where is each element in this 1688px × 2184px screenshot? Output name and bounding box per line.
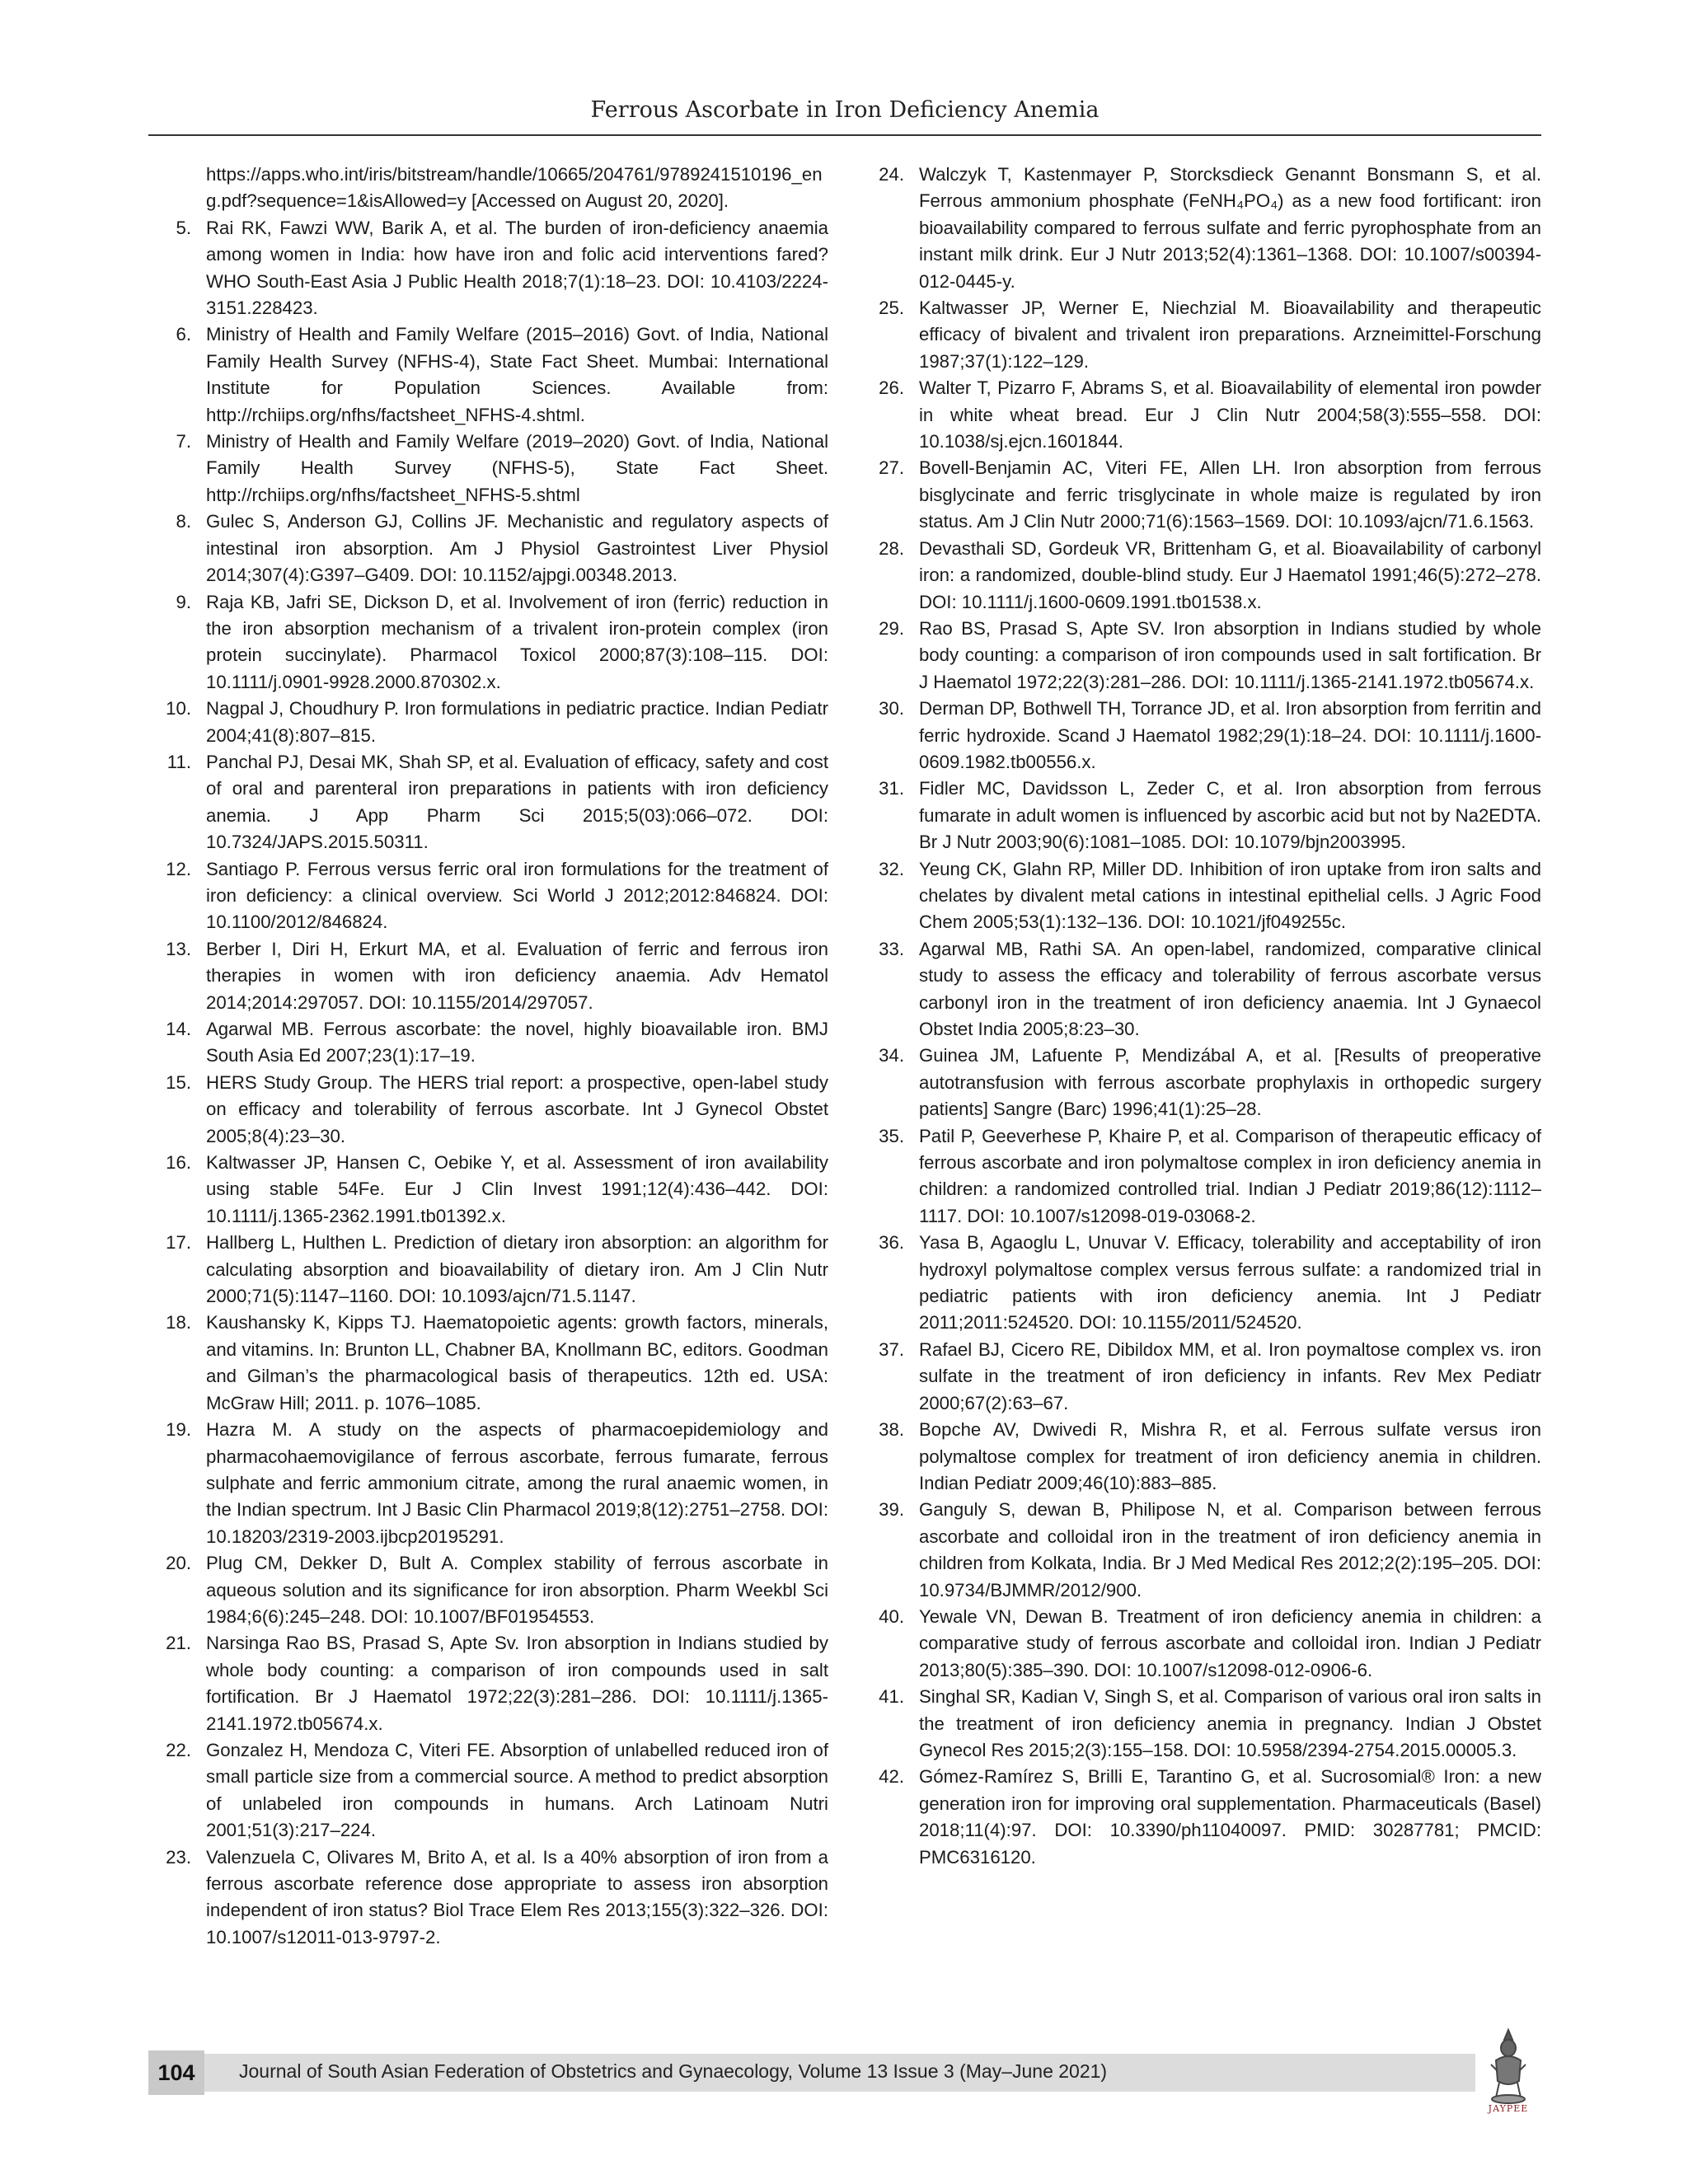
reference-text: Santiago P. Ferrous versus ferric oral iron formulations for the treatment of iron deficiency: a clinical overview. Sci World J 2012;2012:846824. DOI: 10.1100/2012/846824.: [206, 858, 828, 933]
reference-item: [861, 455, 1541, 535]
reference-number: 36.: [879, 1232, 904, 1254]
reference-number: 12.: [166, 858, 191, 879]
reference-number: 23.: [166, 1846, 191, 1868]
reference-number: 17.: [166, 1232, 191, 1254]
reference-number: 42.: [879, 1766, 904, 1788]
reference-text: Valenzuela C, Olivares M, Brito A, et al. Is a 40% absorption of iron from a ferrous ascorbate reference dose appropriate to assess iron absorption independent of iron status? Biol Trace Elem Res 2013;155(3):322–326. DOI: 10.1007/s12011-013-9797-2.: [206, 1846, 828, 1947]
reference-item: [861, 936, 1541, 1043]
reference-item: [148, 1070, 828, 1150]
reference-item: [148, 749, 828, 856]
references-column-left: [148, 162, 828, 1951]
page-number: 104: [148, 2050, 204, 2095]
reference-item: [861, 616, 1541, 696]
reference-number: 33.: [879, 938, 904, 959]
reference-text: Agarwal MB, Rathi SA. An open-label, randomized, comparative clinical study to assess the efficacy and tolerability of ferrous ascorbate versus carbonyl iron in the treatment of iron deficiency anaemia. Int J Gynaecol Obstet India 2005;8:23–30.: [919, 938, 1541, 1039]
reference-item: [861, 295, 1541, 375]
reference-text: HERS Study Group. The HERS trial report: a prospective, open-label study on efficacy and tolerability of ferrous ascorbate. Int J Gynecol Obstet 2005;8(4):23–30.: [206, 1071, 828, 1146]
reference-item: [148, 1150, 828, 1230]
reference-text: Derman DP, Bothwell TH, Torrance JD, et al. Iron absorption from ferritin and ferric hydroxide. Scand J Haematol 1982;29(1):18–24. DOI: 10.1111/j.1600-0609.1982.tb00556.x.: [919, 698, 1541, 772]
reference-item: [861, 1337, 1541, 1417]
reference-item: [148, 1550, 828, 1630]
reference-number: 14.: [166, 1019, 191, 1039]
reference-number: 21.: [166, 1633, 191, 1654]
reference-text: Yasa B, Agaoglu L, Unuvar V. Efficacy, tolerability and acceptability of iron hydroxyl polymaltose complex versus ferrous sulfate: a randomized trial in pediatric patients with iron deficiency anemia. Int J Pediatr 2011;2011:524520. DOI: 10.1155/2011/524520.: [919, 1232, 1541, 1333]
reference-number: 40.: [879, 1605, 904, 1627]
reference-item: [148, 429, 828, 509]
reference-item: [148, 589, 828, 696]
jaypee-logo-icon: [1479, 2023, 1537, 2114]
reference-item: [861, 696, 1541, 776]
reference-text: Ministry of Health and Family Welfare (2019–2020) Govt. of India, National Family Health Survey (NFHS-5), State Fact Sheet. http://rchiips.org/nfhs/factsheet_NFHS-5.shtml: [206, 431, 828, 505]
reference-number: 22.: [166, 1739, 191, 1760]
reference-number: 20.: [166, 1553, 191, 1574]
reference-item: [861, 1417, 1541, 1497]
reference-number: 19.: [166, 1419, 191, 1441]
reference-text: Fidler MC, Davidsson L, Zeder C, et al. Iron absorption from ferrous fumarate in adult women is influenced by ascorbic acid but not by Na2EDTA. Br J Nutr 2003;90(6):1081–1085. DOI: 10.1079/bjn2003995.: [919, 778, 1541, 853]
reference-text: Ganguly S, dewan B, Philipose N, et al. Comparison between ferrous ascorbate and colloidal iron in the treatment of iron deficiency anemia in children from Kolkata, India. Br J Med Medical Res 2012;2(2):195–205. DOI: 10.9734/BJMMR/2012/900.: [919, 1499, 1541, 1601]
reference-item: [861, 1123, 1541, 1230]
reference-item: [861, 856, 1541, 936]
reference-text: Kaushansky K, Kipps TJ. Haematopoietic agents: growth factors, minerals, and vitamins. In: Brunton LL, Chabner BA, Knollmann BC, editors. Goodman and Gilman’s the pharmacological basis of therapeutics. 12th ed. USA: McGraw Hill; 2011. p. 1076–1085.: [206, 1312, 828, 1413]
reference-text: Walczyk T, Kastenmayer P, Storcksdieck Genannt Bonsmann S, et al. Ferrous ammonium phosphate (FeNH₄PO₄) as a new food fortificant: iron bioavailability compared to ferrous sulfate and ferric pyrophosphate from an instant milk drink. Eur J Nutr 2013;52(4):1361–1368. DOI: 10.1007/s00394-012-0445-y.: [919, 164, 1541, 292]
reference-text: Ministry of Health and Family Welfare (2015–2016) Govt. of India, National Family Health Survey (NFHS-4), State Fact Sheet. Mumbai: International Institute for Population Sciences. Available from: http://rchiips.org/nfhs/factsheet_NFHS-4.shtml.: [206, 324, 828, 425]
reference-number: 7.: [176, 431, 191, 452]
reference-text: Yeung CK, Glahn RP, Miller DD. Inhibition of iron uptake from iron salts and chelates by divalent metal cations in intestinal epithelial cells. J Agric Food Chem 2005;53(1):132–136. DOI: 10.1021/jf049255c.: [919, 858, 1541, 933]
reference-number: 13.: [166, 938, 191, 959]
reference-item: [861, 1230, 1541, 1337]
reference-text: Berber I, Diri H, Erkurt MA, et al. Evaluation of ferric and ferrous iron therapies in women with iron deficiency anaemia. Adv Hematol 2014;2014:297057. DOI: 10.1155/2014/297057.: [206, 938, 828, 1013]
reference-item: [148, 1016, 828, 1070]
reference-text: Hallberg L, Hulthen L. Prediction of dietary iron absorption: an algorithm for calculating absorption and bioavailability of dietary iron. Am J Clin Nutr 2000;71(5):1147–1160. DOI: 10.1093/ajcn/71.5.1147.: [206, 1232, 828, 1307]
reference-text: Bovell-Benjamin AC, Viteri FE, Allen LH. Iron absorption from ferrous bisglycinate and ferric trisglycinate in whole maize is regulated by iron status. Am J Clin Nutr 2000;71(6):1563–1569. DOI: 10.1093/ajcn/71.6.1563.: [919, 457, 1541, 532]
reference-number: 25.: [879, 298, 904, 319]
reference-item: [148, 1417, 828, 1550]
reference-item: [148, 1230, 828, 1310]
reference-text: Devasthali SD, Gordeuk VR, Brittenham G, et al. Bioavailability of carbonyl iron: a randomized, double-blind study. Eur J Haematol 1991;46(5):272–278. DOI: 10.1111/j.1600-0609.1991.tb01538.x.: [919, 537, 1541, 612]
reference-number: 29.: [879, 617, 904, 639]
reference-text: Narsinga Rao BS, Prasad S, Apte Sv. Iron absorption in Indians studied by whole body counting: a comparison of iron compounds used in salt fortification. Br J Haematol 1972;22(3):281–286. DOI: 10.1111/j.1365-2141.1972.tb05674.x.: [206, 1633, 828, 1734]
reference-item: [148, 1630, 828, 1737]
reference-text: Gonzalez H, Mendoza C, Viteri FE. Absorption of unlabelled reduced iron of small particle size from a commercial source. A method to predict absorption of unlabeled iron compounds in humans. Arch Latinoam Nutri 2001;51(3):217–224.: [206, 1739, 828, 1841]
reference-number: 37.: [879, 1338, 904, 1360]
reference-text: Panchal PJ, Desai MK, Shah SP, et al. Evaluation of efficacy, safety and cost of oral and parenteral iron preparations in patients with iron deficiency anemia. J App Pharm Sci 2015;5(03):066–072. DOI: 10.7324/JAPS.2015.50311.: [206, 751, 828, 853]
reference-item: [148, 936, 828, 1016]
reference-item: [148, 321, 828, 429]
reference-text: Plug CM, Dekker D, Bult A. Complex stability of ferrous ascorbate in aqueous solution and its significance for iron absorption. Pharm Weekbl Sci 1984;6(6):245–248. DOI: 10.1007/BF01954553.: [206, 1553, 828, 1627]
reference-text: Nagpal J, Choudhury P. Iron formulations in pediatric practice. Indian Pediatr 2004;41(8):807–815.: [206, 698, 828, 746]
reference-text: Kaltwasser JP, Werner E, Niechzial M. Bioavailability and therapeutic efficacy of bivalent and trivalent iron preparations. Arzneimittel-Forschung 1987;37(1):122–129.: [919, 298, 1541, 372]
reference-number: 15.: [166, 1071, 191, 1093]
reference-text: Hazra M. A study on the aspects of pharmacoepidemiology and pharmacohaemovigilance of ferrous ascorbate, ferrous fumarate, ferrous sulphate and ferric ammonium citrate, among the rural anaemic women, in the Indian spectrum. Int J Basic Clin Pharmacol 2019;8(12):2751–2758. DOI: 10.18203/2319-2003.ijbcp20195291.: [206, 1419, 828, 1547]
reference-item: [861, 1764, 1541, 1871]
reference-number: 26.: [879, 377, 904, 399]
reference-number: 39.: [879, 1499, 904, 1521]
reference-item: [148, 162, 828, 215]
reference-text: Rai RK, Fawzi WW, Barik A, et al. The burden of iron-deficiency anaemia among women in India: how have iron and folic acid interventions fared? WHO South-East Asia J Public Health 2018;7(1):18–23. DOI: 10.4103/2224-3151.228423.: [206, 217, 828, 319]
reference-text: Kaltwasser JP, Hansen C, Oebike Y, et al. Assessment of iron availability using stable 54Fe. Eur J Clin Invest 1991;12(4):436–442. DOI: 10.1111/j.1365-2362.1991.tb01392.x.: [206, 1152, 828, 1226]
running-header: Ferrous Ascorbate in Iron Deficiency Anemia: [590, 97, 1100, 123]
reference-text: Singhal SR, Kadian V, Singh S, et al. Comparison of various oral iron salts in the treatment of iron deficiency anemia in pregnancy. Indian J Obstet Gynecol Res 2015;2(3):155–158. DOI: 10.5958/2394-2754.2015.00005.3.: [919, 1686, 1541, 1760]
reference-item: [861, 1497, 1541, 1604]
reference-number: 32.: [879, 858, 904, 879]
journal-citation: Journal of South Asian Federation of Obstetrics and Gynaecology, Volume 13 Issue 3 (May–June 2021): [239, 2060, 1108, 2082]
reference-number: 18.: [166, 1312, 191, 1333]
reference-item: [861, 375, 1541, 455]
reference-number: 38.: [879, 1419, 904, 1441]
publisher-logo-text: JAYPEE: [1488, 2103, 1529, 2114]
reference-number: 35.: [879, 1125, 904, 1146]
reference-text: Guinea JM, Lafuente P, Mendizábal A, et al. [Results of preoperative autotransfusion with ferrous ascorbate prophylaxis in orthopedic surgery patients] Sangre (Barc) 1996;41(1):25–28.: [919, 1045, 1541, 1120]
reference-number: 30.: [879, 698, 904, 719]
reference-item: [148, 696, 828, 749]
reference-text: Gómez-Ramírez S, Brilli E, Tarantino G, et al. Sucrosomial® Iron: a new generation iron for improving oral supplementation. Pharmaceuticals (Basel) 2018;11(4):97. DOI: 10.3390/ph11040097. PMID: 30287781; PMCID: PMC6316120.: [919, 1766, 1541, 1868]
reference-text: https://apps.who.int/iris/bitstream/handle/10665/204761/9789241510196_eng.pdf?sequence=1&isAllowed=y [Accessed on August 20, 2020].: [206, 164, 823, 212]
reference-number: 28.: [879, 537, 904, 559]
reference-number: 34.: [879, 1045, 904, 1066]
reference-item: [861, 536, 1541, 616]
reference-number: 10.: [166, 698, 191, 719]
reference-item: [148, 509, 828, 588]
reference-item: [861, 162, 1541, 295]
reference-item: [861, 1604, 1541, 1684]
reference-number: 8.: [176, 511, 191, 532]
reference-number: 6.: [176, 324, 191, 345]
reference-number: 24.: [879, 164, 904, 185]
reference-item: [861, 776, 1541, 855]
reference-text: Walter T, Pizarro F, Abrams S, et al. Bioavailability of elemental iron powder in white wheat bread. Eur J Clin Nutr 2004;58(3):555–558. DOI: 10.1038/sj.ejcn.1601844.: [919, 377, 1541, 452]
reference-text: Rao BS, Prasad S, Apte SV. Iron absorption in Indians studied by whole body counting: a comparison of iron compounds used in salt fortification. Br J Haematol 1972;22(3):281–286. DOI: 10.1111/j.1365-2141.1972.tb05674.x.: [919, 617, 1541, 692]
reference-number: 27.: [879, 457, 904, 479]
reference-item: [148, 215, 828, 322]
reference-number: 5.: [176, 217, 191, 238]
reference-text: Rafael BJ, Cicero RE, Dibildox MM, et al. Iron poymaltose complex vs. iron sulfate in the treatment of iron deficiency in infants. Rev Mex Pediatr 2000;67(2):63–67.: [919, 1338, 1541, 1413]
reference-text: Gulec S, Anderson GJ, Collins JF. Mechanistic and regulatory aspects of intestinal iron absorption. Am J Physiol Gastrointest Liver Physiol 2014;307(4):G397–G409. DOI: 10.1152/ajpgi.00348.2013.: [206, 511, 828, 586]
reference-text: Patil P, Geeverhese P, Khaire P, et al. Comparison of therapeutic efficacy of ferrous ascorbate and iron polymaltose complex in iron deficiency anemia in children: a randomized controlled trial. Indian J Pediatr 2019;86(12):1112–1117. DOI: 10.1007/s12098-019-03068-2.: [919, 1125, 1541, 1226]
reference-item: [861, 1684, 1541, 1764]
references-column-right: [861, 162, 1541, 1871]
reference-item: [148, 1737, 828, 1844]
reference-number: 41.: [879, 1686, 904, 1708]
reference-number: 11.: [166, 751, 191, 772]
reference-item: [148, 856, 828, 936]
reference-item: [148, 1310, 828, 1417]
reference-text: Bopche AV, Dwivedi R, Mishra R, et al. Ferrous sulfate versus iron polymaltose complex for treatment of iron deficiency anemia in children. Indian Pediatr 2009;46(10):883–885.: [919, 1419, 1541, 1493]
reference-number: 31.: [879, 778, 904, 799]
reference-number: 16.: [166, 1152, 191, 1174]
reference-item: [861, 1043, 1541, 1122]
reference-number: 9.: [176, 591, 191, 612]
reference-text: Yewale VN, Dewan B. Treatment of iron deficiency anemia in children: a comparative study of ferrous ascorbate and colloidal iron. Indian J Pediatr 2013;80(5):385–390. DOI: 10.1007/s12098-012-0906-6.: [919, 1605, 1541, 1680]
reference-item: [148, 1844, 828, 1952]
header-divider: [148, 134, 1541, 136]
reference-text: Agarwal MB. Ferrous ascorbate: the novel, highly bioavailable iron. BMJ South Asia Ed 2007;23(1):17–19.: [206, 1019, 828, 1066]
reference-text: Raja KB, Jafri SE, Dickson D, et al. Involvement of iron (ferric) reduction in the iron absorption mechanism of a trivalent iron-protein complex (iron protein succinylate). Pharmacol Toxicol 2000;87(3):108–115. DOI: 10.1111/j.0901-9928.2000.870302.x.: [206, 591, 828, 692]
